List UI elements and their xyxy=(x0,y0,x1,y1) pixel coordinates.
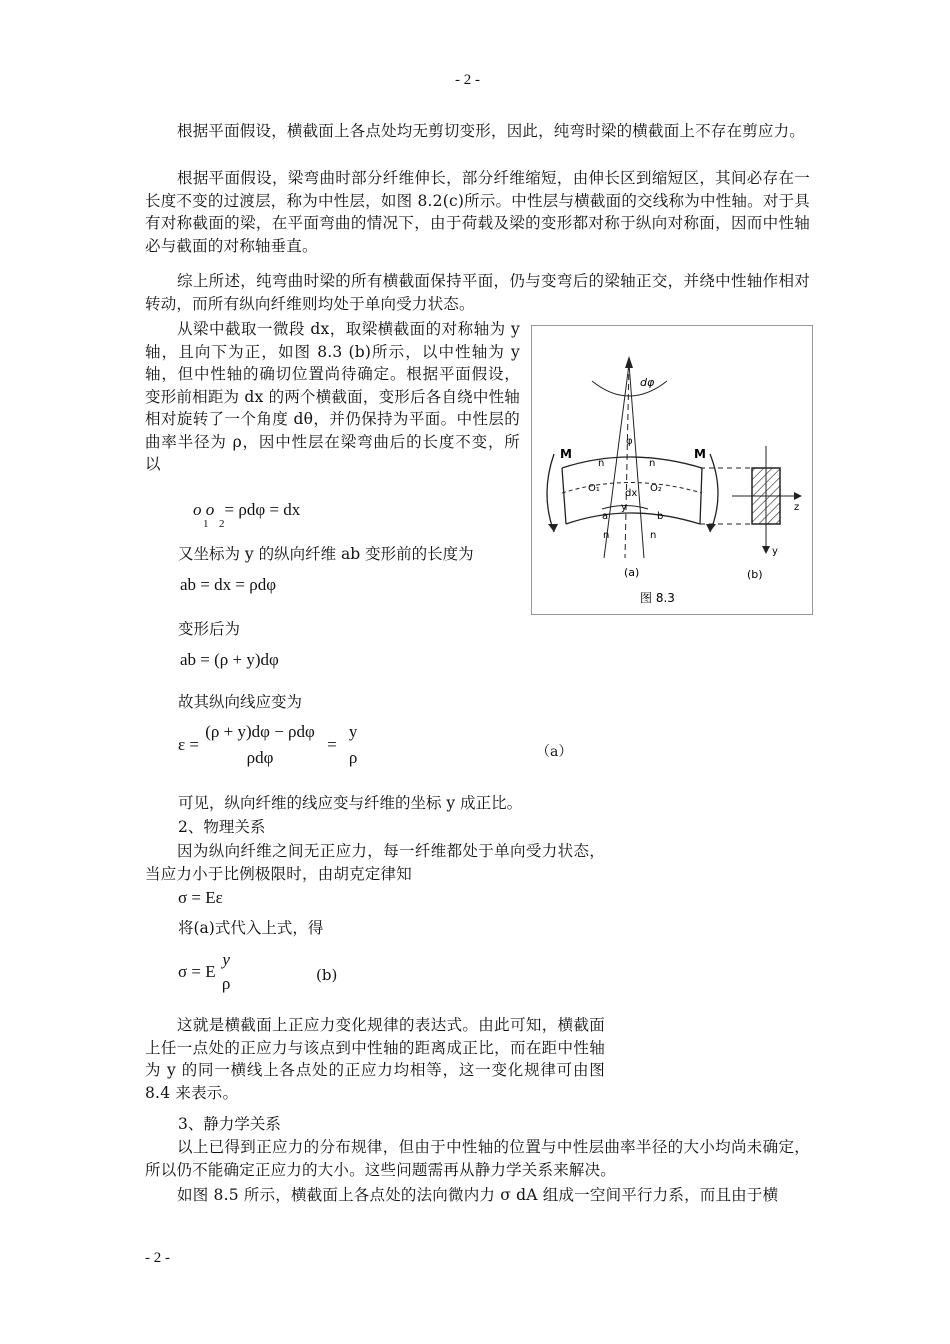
label-dphi: dφ xyxy=(640,376,655,389)
eq1-lhs: o o xyxy=(193,500,215,519)
eq4-equals: = xyxy=(327,735,337,754)
label-point-a: a xyxy=(602,511,609,522)
eq4-frac2 xyxy=(347,722,360,768)
label-b: (b) xyxy=(747,568,763,581)
equation-5: σ = Eε xyxy=(178,888,223,907)
figure-8-3 xyxy=(531,325,813,615)
paragraph-9: 因为纵向纤维之间无正应力，每一纤维都处于单向受力状态，当应力小于比例极限时，由胡克定律知 xyxy=(145,842,605,883)
eq4-numerator-2: y xyxy=(348,722,358,741)
paragraph-3: 综上所述，纯弯曲时梁的所有横截面保持平面，仍与变弯后的梁轴正交，并绕中性轴作相对转动，而所有纵向纤维则均处于单向受力状态。 xyxy=(145,272,810,313)
moment-left-arc xyxy=(547,454,554,532)
y-axis-arrowhead xyxy=(762,546,770,554)
heading-statics: 3、静力学关系 xyxy=(178,1115,281,1133)
paragraph-8: 可见，纵向纤维的线应变与纤维的坐标 y 成正比。 xyxy=(178,794,523,812)
equation-6-tag: (b) xyxy=(316,966,338,984)
footer-page-number: - 2 - xyxy=(145,1250,170,1266)
paragraph-5: 又坐标为 y 的纵向纤维 ab 变形前的长度为 xyxy=(178,545,474,563)
label-z: z xyxy=(794,502,800,513)
label-y-axis: y xyxy=(772,546,778,557)
dphi-arc xyxy=(592,381,667,396)
equation-4-tag: （a） xyxy=(536,744,573,760)
paragraph-12: 以上已得到正应力的分布规律，但由于中性轴的位置与中性层曲率半径的大小均尚未确定，所以仍不能确定正应力的大小。这些问题需再从静力学关系来解决。 xyxy=(145,1138,810,1179)
label-phi: φ xyxy=(626,436,633,447)
equation-1 xyxy=(193,500,301,530)
label-n-bottom-left: n xyxy=(603,530,610,541)
paragraph-1: 根据平面假设，横截面上各点处均无剪切变形，因此，纯弯时梁的横截面上不存在剪应力。 xyxy=(177,122,806,140)
label-O1: O₁ xyxy=(588,483,600,494)
label-y-inner: y xyxy=(621,502,627,513)
radial-line-right xyxy=(629,364,644,558)
equation-3: ab = (ρ + y)dφ xyxy=(180,650,279,669)
paragraph-2: 根据平面假设，梁弯曲时部分纤维伸长，部分纤维缩短，由伸长区到缩短区，其间必存在一长度不变的过渡层，称为中性层，如图 8.2(c)所示。中性层与横截面的交线称为中性轴。对于具有对称截面的梁，在平面弯曲的情况下，由于荷载及梁的变形都对称于纵向对称面，因而中性轴必与截面的对称轴垂直。 xyxy=(145,169,810,255)
label-M-left: M xyxy=(560,447,572,461)
equation-2: ab = dx = ρdφ xyxy=(180,575,277,594)
heading-physics: 2、物理关系 xyxy=(178,818,266,836)
label-n-top-right: n xyxy=(649,458,656,469)
equation-4 xyxy=(178,722,359,768)
paragraph-10: 将(a)式代入上式，得 xyxy=(178,919,324,937)
eq6-denominator: ρ xyxy=(221,974,231,993)
eq4-lhs: ε = xyxy=(178,735,199,754)
eq6-frac xyxy=(220,950,232,994)
paragraph-13: 如图 8.5 所示，横截面上各点处的法向微内力 σ dA 组成一空间平行力系，而且由于横 xyxy=(177,1186,779,1204)
label-point-b: b xyxy=(657,511,664,522)
label-O2: O₂ xyxy=(650,483,662,494)
header-page-number: - 2 - xyxy=(455,72,480,88)
paragraph-6: 变形后为 xyxy=(178,620,241,638)
z-axis-arrowhead xyxy=(794,492,802,500)
label-a: (a) xyxy=(624,566,640,579)
beam-bottom-edge xyxy=(566,513,700,524)
label-n-bottom-right: n xyxy=(650,530,657,541)
eq1-rhs: = ρdφ = dx xyxy=(224,500,301,519)
label-n-top-left: n xyxy=(598,458,605,469)
eq6-lhs: σ = E xyxy=(178,962,216,981)
paragraph-7: 故其纵向线应变为 xyxy=(178,693,303,711)
eq6-numerator: y xyxy=(222,950,230,969)
paragraph-4: 从梁中截取一微段 dx，取梁横截面的对称轴为 y 轴，且向下为正，如图 8.3 (b)所示，以中性轴为 y 轴，但中性轴的确切位置尚待确定。根据平面假设，变形前相距为 dx 的两个横截面，变形后各自绕中性轴相对旋转了一个角度 dθ，并仍保持为平面。中性层的曲率半径为 ρ，因中性层在梁弯曲后的长度不变，所以 xyxy=(145,320,520,473)
figure-8-3-drawing xyxy=(532,326,812,614)
eq1-sub1: 1 xyxy=(203,518,209,530)
label-M-right: M xyxy=(694,447,706,461)
paragraph-11: 这就是横截面上正应力变化规律的表达式。由此可知，横截面上任一点处的正应力与该点到中性轴的距离成正比，而在距中性轴为 y 的同一横线上各点处的正应力均相等，这一变化规律可由图 8.4 来表示。 xyxy=(145,1016,605,1102)
top-arrowhead xyxy=(625,356,633,368)
eq1-sub2: 2 xyxy=(219,518,225,530)
beam-left-edge xyxy=(562,468,566,524)
beam-right-edge xyxy=(700,468,702,524)
eq4-numerator: (ρ + y)dφ − ρdφ xyxy=(205,722,315,741)
eq4-denominator-2: ρ xyxy=(348,748,358,767)
moment-right-arc xyxy=(710,454,718,532)
figure-caption: 图 8.3 xyxy=(640,591,675,605)
label-dx: dx xyxy=(625,488,638,499)
beam-top-edge xyxy=(562,457,702,468)
eq4-denominator: ρdφ xyxy=(246,748,274,767)
eq4-frac xyxy=(203,722,317,768)
equation-6 xyxy=(178,950,232,994)
